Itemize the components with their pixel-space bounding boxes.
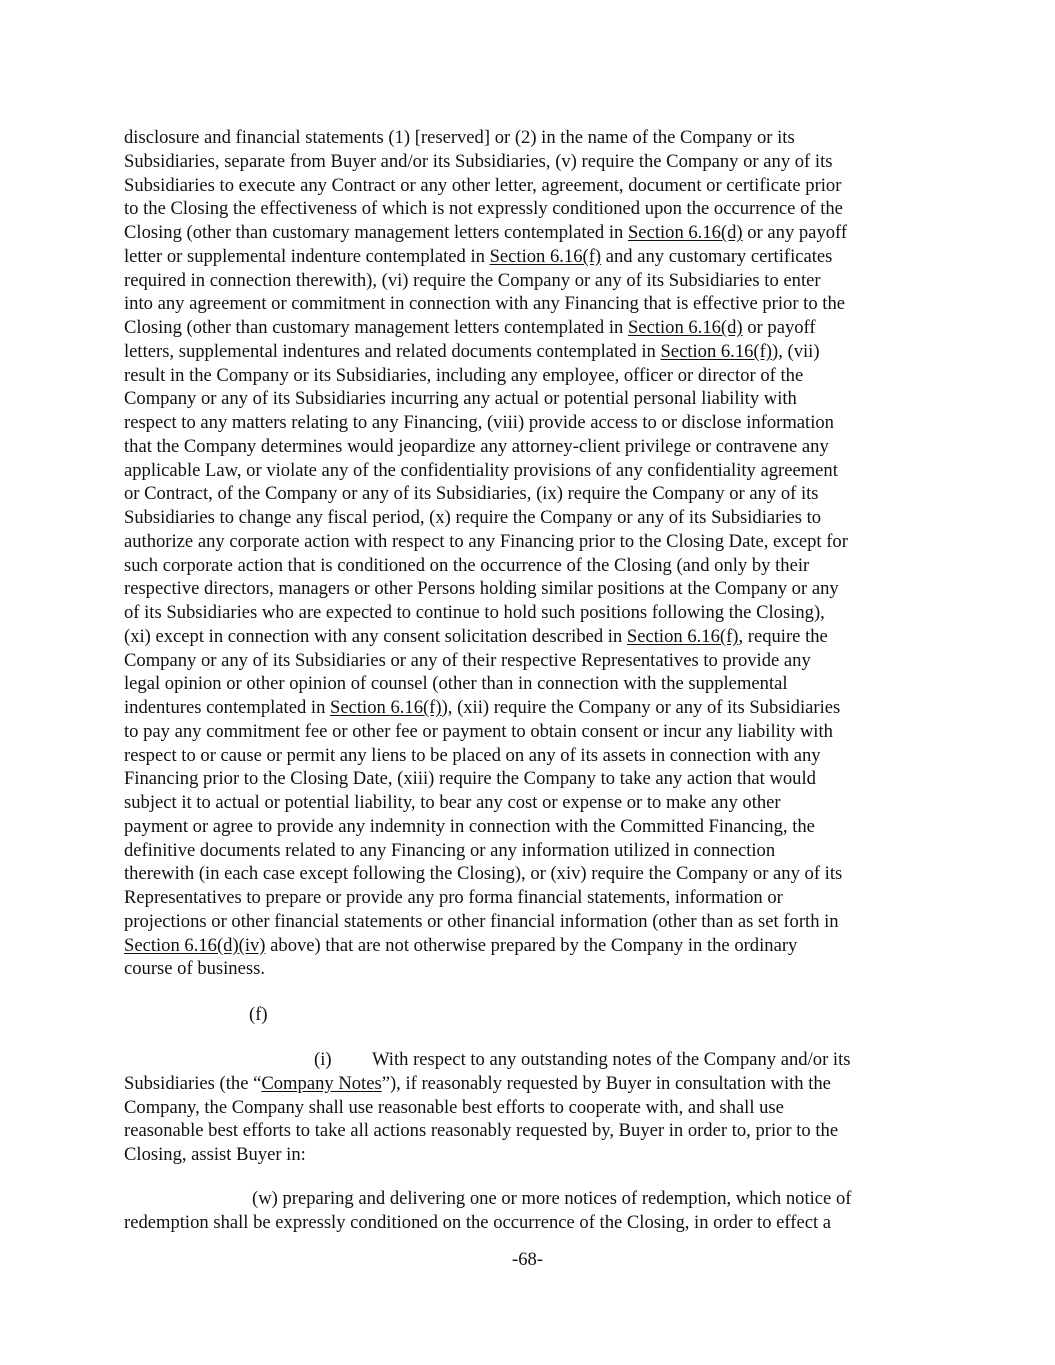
- cross-reference: Section 6.16(d)(iv): [124, 934, 266, 956]
- text-run: respect to any matters relating to any Financing, (viii) provide access to or disclose information: [124, 412, 834, 433]
- paragraph-restrictions-line: [124, 554, 809, 578]
- text-run: Subsidiaries to change any fiscal period, (x) require the Company or any of its Subsidiaries to: [124, 507, 822, 528]
- text-run: result in the Company or its Subsidiaries, including any employee, officer or director of the: [124, 364, 804, 386]
- paragraph-company-notes-line: [124, 1096, 784, 1120]
- text-run: Company, the Company shall use reasonable best efforts to cooperate with, and shall use: [124, 1096, 784, 1118]
- text-run: and any customary certificates: [601, 245, 833, 267]
- text-run: to the Closing the effectiveness of which is not expressly conditioned upon the occurrence of the: [124, 198, 843, 220]
- text-run: subject it to actual or potential liability, to bear any cost or expense or to make any other: [124, 792, 781, 813]
- paragraph-restrictions-line: [124, 316, 816, 340]
- paragraph-restrictions-line: [124, 126, 795, 150]
- text-run: reasonable best efforts to take all actions reasonably requested by, Buyer in order to, prior to the: [124, 1120, 839, 1142]
- text-run: Closing (other than customary management letters contemplated in: [124, 222, 628, 243]
- text-run: applicable Law, or violate any of the confidentiality provisions of any confidentiality agreement: [124, 459, 838, 481]
- paragraph-restrictions-line: [124, 459, 838, 483]
- paragraph-restrictions-line: [124, 221, 847, 245]
- text-run: Subsidiaries (the “: [124, 1072, 262, 1094]
- text-run: above) that are not otherwise prepared by the Company in the ordinary: [265, 934, 798, 956]
- text-run: ), (vii): [772, 340, 820, 362]
- paragraph-restrictions-line: [124, 197, 843, 221]
- paragraph-restrictions-line: [124, 150, 832, 174]
- text-run: (xi) except in connection with any consent solicitation described in: [124, 625, 627, 647]
- paragraph-restrictions-line: [124, 934, 797, 958]
- cross-reference: Section 6.16(f): [626, 625, 739, 647]
- paragraph-restrictions-line: [124, 482, 819, 506]
- paragraph-restrictions-line: [124, 577, 839, 601]
- cross-reference: Section 6.16(f): [489, 245, 602, 267]
- text-run: letter or supplemental indenture contemplated in: [124, 245, 490, 267]
- cross-reference: Section 6.16(f): [660, 340, 773, 362]
- paragraph-restrictions-line: [124, 862, 842, 886]
- paragraph-restrictions-line: [124, 815, 815, 839]
- paragraph-restrictions-line: [124, 269, 821, 293]
- text-run: Closing, assist Buyer in:: [124, 1144, 306, 1166]
- cross-reference: Section 6.16(d): [627, 222, 743, 243]
- text-run: Subsidiaries, separate from Buyer and/or its Subsidiaries, (v) require the Company or any of its: [124, 150, 833, 172]
- text-run: of its Subsidiaries who are expected to continue to hold such positions following the Closing),: [124, 602, 825, 623]
- text-run: Financing prior to the Closing Date, (xiii) require the Company to take any action that would: [124, 768, 816, 790]
- paragraph-restrictions-line: [124, 174, 841, 198]
- text-run: payment or agree to provide any indemnity in connection with the Committed Financing, the: [124, 815, 815, 837]
- paragraph-restrictions-line: [124, 387, 797, 411]
- paragraph-restrictions-line: [124, 791, 781, 815]
- paragraph-restrictions-line: [124, 625, 828, 649]
- paragraph-restrictions-line: [124, 340, 820, 364]
- text-run: Representatives to prepare or provide any pro forma financial statements, information or: [124, 887, 783, 908]
- text-run: such corporate action that is conditioned on the occurrence of the Closing (and only by their: [124, 554, 810, 576]
- cross-reference: Company Notes: [261, 1072, 382, 1094]
- section-f-label: (f): [249, 1004, 268, 1025]
- paragraph-restrictions-line: [124, 672, 788, 696]
- page-number: -68-: [512, 1249, 543, 1270]
- text-run: authorize any corporate action with respect to any Financing prior to the Closing Date, except for: [124, 530, 848, 552]
- paragraph-company-notes-line: [124, 1072, 831, 1096]
- text-run: required in connection therewith), (vi) require the Company or any of its Subsidiaries to enter: [124, 269, 821, 291]
- paragraph-company-notes-line: [124, 1143, 306, 1167]
- paragraph-restrictions-line: [124, 245, 832, 269]
- paragraph-company-notes-line: [124, 1119, 838, 1143]
- paragraph-restrictions-line: [124, 910, 839, 934]
- paragraph-restrictions-line: [124, 886, 783, 910]
- text-run: respect to or cause or permit any liens to be placed on any of its assets in connection with any: [124, 744, 821, 766]
- paragraph-restrictions-line: [124, 530, 848, 554]
- text-run: Closing (other than customary management letters contemplated in: [124, 317, 628, 338]
- paragraph-restrictions-line: [124, 506, 821, 530]
- paragraph-restrictions-line: [124, 601, 825, 625]
- text-run: Company or any of its Subsidiaries incurring any actual or potential personal liability with: [124, 388, 797, 410]
- text-run: projections or other financial statements or other financial information (other than as set forth in: [124, 910, 839, 932]
- text-run: to pay any commitment fee or other fee or payment to obtain consent or incur any liability with: [124, 720, 833, 742]
- text-run: into any agreement or commitment in connection with any Financing that is effective prior to the: [124, 293, 845, 315]
- text-run: Subsidiaries to execute any Contract or any other letter, agreement, document or certificate prior: [124, 174, 842, 196]
- text-run: redemption shall be expressly conditioned on the occurrence of the Closing, in order to effect a: [124, 1211, 832, 1233]
- paragraph-restrictions-line: [124, 696, 840, 720]
- text-run: (w) preparing and delivering one or more notices of redemption, which notice of: [252, 1188, 852, 1209]
- text-run: letters, supplemental indentures and related documents contemplated in: [124, 340, 661, 362]
- text-run: , require the: [738, 625, 828, 647]
- paragraph-restrictions-line: [124, 957, 265, 981]
- text-run: that the Company determines would jeopardize any attorney-client privilege or contravene any: [124, 435, 829, 457]
- paragraph-notices-of-redemption-line: [252, 1187, 851, 1211]
- paragraph-restrictions-line: [124, 767, 816, 791]
- text-run: ), (xii) require the Company or any of its Subsidiaries: [441, 697, 841, 718]
- paragraph-notices-of-redemption-line: [124, 1211, 831, 1235]
- paragraph-restrictions-line: [124, 649, 811, 673]
- subsection-i-label: (i): [314, 1049, 332, 1070]
- paragraph-company-notes-line: [372, 1048, 850, 1072]
- paragraph-restrictions-line: [124, 839, 775, 863]
- text-run: therewith (in each case except following the Closing), or (xiv) require the Company or any of its: [124, 863, 843, 885]
- text-run: definitive documents related to any Financing or any information utilized in connection: [124, 839, 776, 861]
- paragraph-restrictions-line: [124, 292, 845, 316]
- text-run: With respect to any outstanding notes of the Company and/or its: [372, 1049, 851, 1070]
- text-run: respective directors, managers or other Persons holding similar positions at the Company or any: [124, 578, 839, 600]
- paragraph-restrictions-line: [124, 744, 821, 768]
- cross-reference: Section 6.16(f): [330, 697, 442, 718]
- text-run: course of business.: [124, 958, 265, 980]
- paragraph-restrictions-line: [124, 411, 834, 435]
- cross-reference: Section 6.16(d): [627, 317, 743, 338]
- text-run: Company or any of its Subsidiaries or any of their respective Representatives to provide any: [124, 649, 811, 671]
- text-run: indentures contemplated in: [124, 697, 331, 718]
- text-run: ”), if reasonably requested by Buyer in consultation with the: [381, 1072, 831, 1094]
- text-run: or Contract, of the Company or any of its Subsidiaries, (ix) require the Company or any of its: [124, 483, 819, 505]
- text-run: disclosure and financial statements (1) [reserved] or (2) in the name of the Company or its: [124, 127, 795, 148]
- text-run: or payoff: [742, 317, 816, 338]
- paragraph-restrictions-line: [124, 364, 803, 388]
- paragraph-restrictions-line: [124, 435, 829, 459]
- text-run: or any payoff: [742, 222, 848, 243]
- paragraph-restrictions-line: [124, 720, 833, 744]
- text-run: legal opinion or other opinion of counsel (other than in connection with the supplemental: [124, 673, 788, 695]
